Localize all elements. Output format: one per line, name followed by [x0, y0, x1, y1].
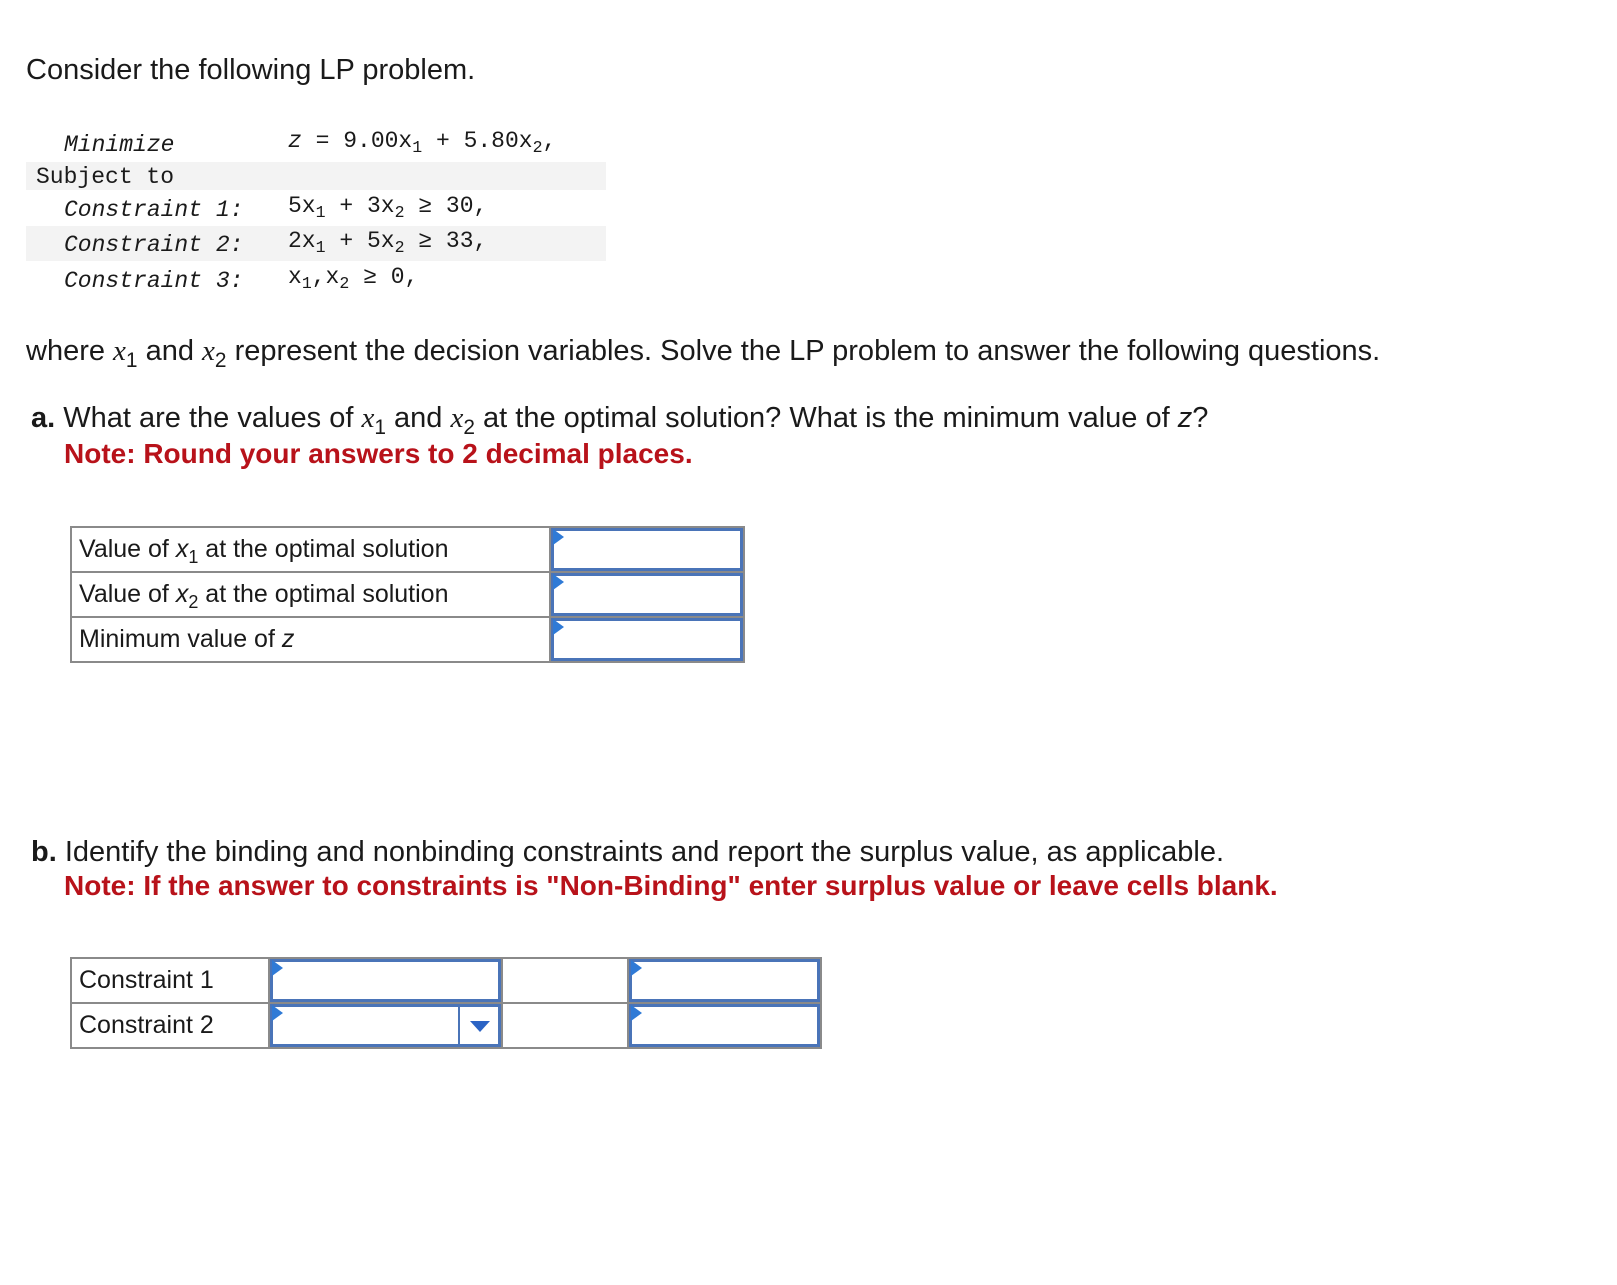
part-a-table: [70, 526, 745, 663]
part-b-question-text: Identify the binding and nonbinding constraints and report the surplus value, as applicable.: [64, 836, 1225, 868]
part-a-letter: a.: [31, 402, 56, 434]
part-a-question: a. What are the values of $x_1$ and $x_2$ at the optimal solution? What is the minimum value of z?: [31, 402, 1209, 439]
x1-answer-cell: [550, 527, 744, 572]
x2-answer-cell: [550, 572, 744, 617]
constraint-3-expr: $x_1,x_2 \ge 0$,: [288, 264, 419, 294]
constraint-1-spacer-cell: [502, 958, 628, 1003]
subject-to-label: Subject to: [36, 164, 175, 190]
table-row: [71, 527, 744, 572]
x1-row-label: Value of $x_1$ at the optimal solution: [71, 527, 550, 572]
minimize-label: Minimize: [64, 132, 175, 158]
table-row: [71, 572, 744, 617]
table-row: [71, 1003, 821, 1048]
constraint-1-expr: $5x_1 + 3x_2 \ge 30$,: [288, 193, 488, 223]
min-z-row-label: Minimum value of z: [71, 617, 550, 662]
dropdown-button[interactable]: [458, 1007, 498, 1044]
part-b-note: Note: If the answer to constraints is "Non-Binding" enter surplus value or leave cells blank.: [64, 870, 1278, 901]
min-z-answer-cell: [550, 617, 744, 662]
min-z-answer-input[interactable]: [551, 618, 743, 661]
intro-text: Consider the following LP problem.: [26, 54, 476, 86]
x2-row-label: Value of $x_2$ at the optimal solution: [71, 572, 550, 617]
constraint-2-label: Constraint 2:: [64, 232, 244, 258]
constraint-2-binding-select[interactable]: [270, 1004, 501, 1047]
table-row: [71, 958, 821, 1003]
x1-answer-input[interactable]: [551, 528, 743, 571]
constraint-2-expr: $2x_1 + 5x_2 \ge 33$,: [288, 228, 488, 258]
input-flag-icon: [631, 960, 642, 976]
input-flag-icon: [272, 1005, 283, 1021]
constraint-1-row-label: Constraint 1: [71, 958, 269, 1003]
objective-function: $z = 9.00x_1 + 5.80x_2$,: [288, 128, 557, 158]
constraint-2-surplus-cell: [628, 1003, 821, 1048]
chevron-down-icon: [470, 1021, 490, 1032]
constraint-2-spacer-cell: [502, 1003, 628, 1048]
input-flag-icon: [553, 574, 564, 590]
input-flag-icon: [631, 1005, 642, 1021]
constraint-2-row-label: Constraint 2: [71, 1003, 269, 1048]
part-b-question: [31, 834, 1224, 870]
constraint-1-label: Constraint 1:: [64, 197, 244, 223]
part-b-table: [70, 957, 822, 1049]
table-row: [71, 617, 744, 662]
input-flag-icon: [553, 619, 564, 635]
constraint-2-surplus-input[interactable]: [629, 1004, 820, 1047]
constraint-1-surplus-input[interactable]: [629, 959, 820, 1002]
constraint-1-binding-cell: [269, 958, 502, 1003]
x2-answer-input[interactable]: [551, 573, 743, 616]
where-text: where $x_1$ and $x_2$ represent the decision variables. Solve the LP problem to answer the following questions.: [26, 335, 1381, 372]
part-b-letter: b.: [31, 836, 57, 868]
part-a-note: Note: Round your answers to 2 decimal places.: [64, 438, 693, 469]
constraint-3-label: Constraint 3:: [64, 268, 244, 294]
constraint-2-binding-cell: [269, 1003, 502, 1048]
input-flag-icon: [553, 529, 564, 545]
constraint-1-binding-select[interactable]: [270, 959, 501, 1002]
constraint-1-surplus-cell: [628, 958, 821, 1003]
input-flag-icon: [272, 960, 283, 976]
